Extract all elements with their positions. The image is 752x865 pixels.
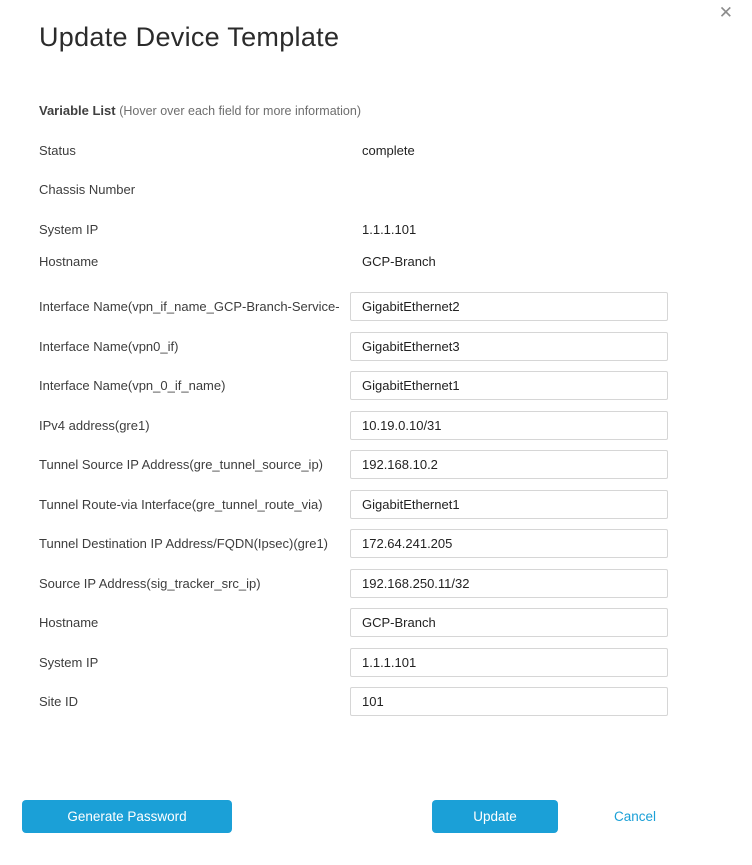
field-row — [39, 648, 712, 677]
variable-list-note: (Hover over each field for more information) — [119, 104, 361, 118]
field-input[interactable] — [350, 529, 668, 558]
field-input[interactable] — [350, 490, 668, 519]
field-label: Interface Name(vpn_0_if_name) — [39, 378, 226, 393]
variable-list-heading — [39, 103, 712, 119]
field-input[interactable] — [350, 332, 668, 361]
field-row — [39, 332, 712, 361]
readonly-row — [39, 221, 712, 237]
readonly-row — [39, 142, 712, 158]
field-label: Interface Name(vpn_if_name_GCP-Branch-Service- — [39, 299, 340, 314]
field-label: Status — [39, 142, 76, 158]
field-row — [39, 490, 712, 519]
field-input[interactable] — [350, 569, 668, 598]
field-row — [39, 608, 712, 637]
field-row — [39, 292, 712, 321]
field-label: Tunnel Source IP Address(gre_tunnel_source_ip) — [39, 457, 324, 472]
field-input[interactable] — [350, 608, 668, 637]
field-label: Site ID — [39, 694, 79, 709]
readonly-row — [39, 181, 712, 197]
field-value: 1.1.1.101 — [362, 221, 417, 237]
input-rows — [39, 292, 712, 716]
modal-footer — [0, 800, 752, 833]
field-label: System IP — [39, 654, 99, 670]
field-label: Source IP Address(sig_tracker_src_ip) — [39, 575, 261, 591]
field-label: Tunnel Route-via Interface(gre_tunnel_route_via) — [39, 496, 323, 512]
update-button[interactable]: Update — [432, 800, 558, 833]
field-row — [39, 371, 712, 400]
readonly-rows — [39, 142, 712, 269]
field-row — [39, 450, 712, 479]
field-input[interactable] — [350, 648, 668, 677]
cancel-link[interactable]: Cancel — [614, 809, 657, 824]
field-label: Chassis Number — [39, 181, 136, 197]
field-row — [39, 411, 712, 440]
field-label: Tunnel Destination IP Address/FQDN(Ipsec)(gre1) — [39, 536, 329, 551]
field-label: Hostname — [39, 253, 99, 269]
variable-list-label: Variable List — [39, 103, 116, 118]
field-input[interactable] — [350, 292, 668, 321]
page-title: Update Device Template — [39, 22, 340, 52]
field-value: GCP-Branch — [362, 253, 436, 269]
readonly-row — [39, 253, 712, 269]
field-row — [39, 687, 712, 716]
field-row — [39, 569, 712, 598]
generate-password-button[interactable]: Generate Password — [22, 800, 232, 833]
field-input[interactable] — [350, 371, 668, 400]
field-label: System IP — [39, 221, 99, 237]
field-value: complete — [362, 142, 415, 158]
field-label: Hostname — [39, 615, 99, 630]
field-label: Interface Name(vpn0_if) — [39, 338, 179, 354]
field-label: IPv4 address(gre1) — [39, 417, 150, 433]
field-row — [39, 529, 712, 558]
field-input[interactable] — [350, 687, 668, 716]
close-icon[interactable]: ✕ — [718, 3, 733, 22]
field-input[interactable] — [350, 450, 668, 479]
field-input[interactable] — [350, 411, 668, 440]
